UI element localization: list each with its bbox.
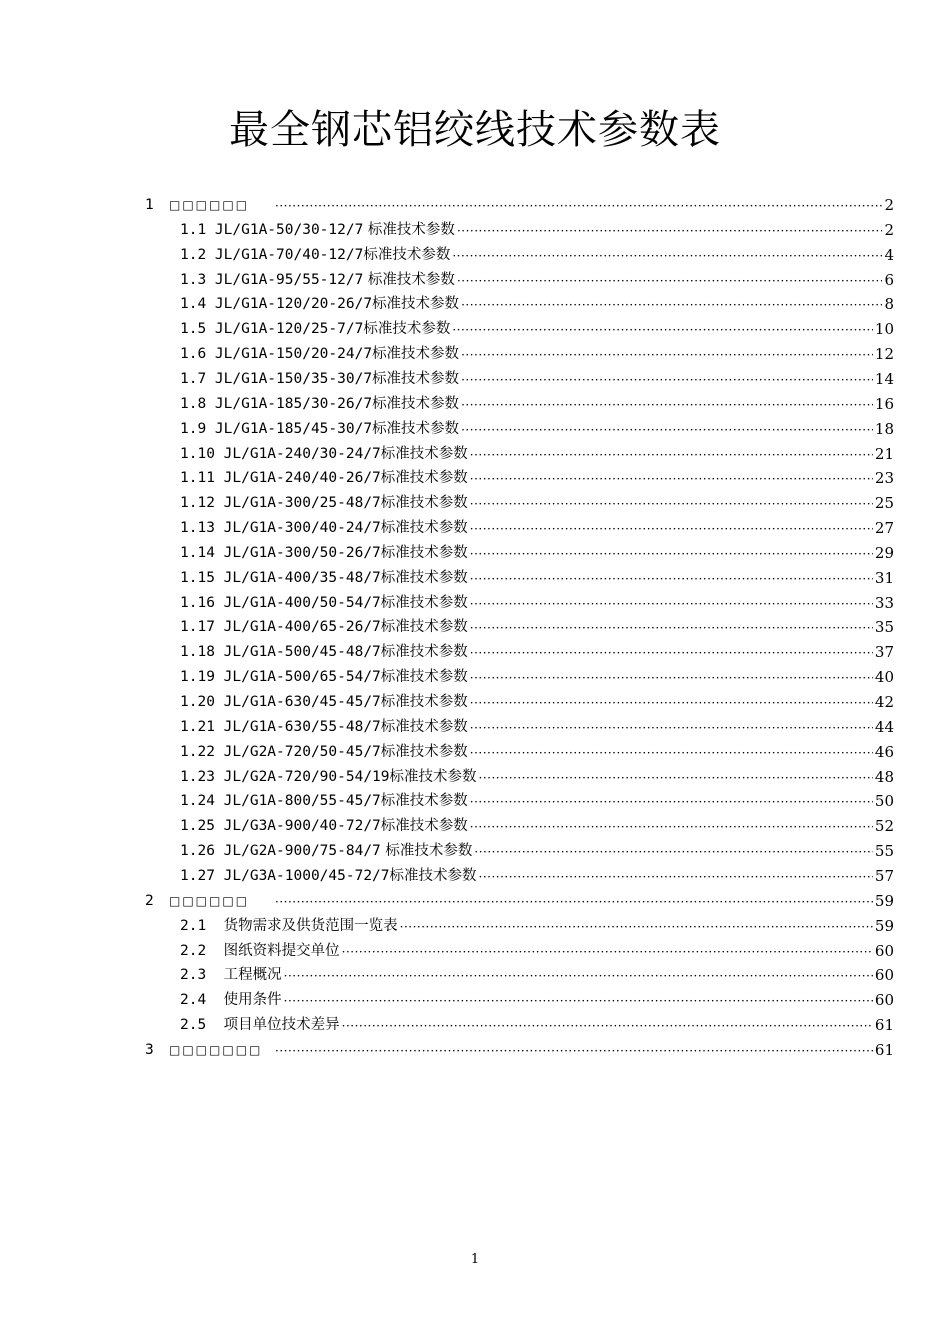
toc-entry-title: 标准技术参数 <box>372 346 460 363</box>
toc-entry-number: 1 <box>145 197 154 213</box>
toc-entry-title: 标准技术参数 <box>363 321 451 338</box>
toc-dot-leader <box>470 794 873 810</box>
toc-entry-model-code: JL/G1A-50/30-12/7 <box>214 221 364 238</box>
toc-entry-page: 14 <box>874 369 894 388</box>
toc-entry-model-code: JL/G2A-720/50-45/7 <box>223 743 381 760</box>
toc-subsection-entry[interactable] <box>180 515 894 537</box>
toc-subsection-entry[interactable] <box>180 590 894 612</box>
toc-entry-page: 59 <box>874 916 894 935</box>
toc-subsection-entry[interactable] <box>180 739 894 761</box>
toc-entry-number: 1.1 <box>180 221 215 238</box>
toc-entry-number: 1.14 <box>180 544 224 561</box>
toc-entry-model-code: JL/G1A-300/40-24/7 <box>223 520 381 537</box>
toc-entry-page: 61 <box>874 1040 894 1059</box>
toc-subsection-entry[interactable] <box>180 465 894 487</box>
toc-dot-leader <box>461 422 873 438</box>
toc-entry-number: 1.15 <box>180 569 224 586</box>
toc-entry-page: 61 <box>874 1016 894 1035</box>
toc-subsection-entry[interactable] <box>180 316 894 338</box>
toc-entry-title: 标准技术参数 <box>380 495 468 512</box>
toc-subsection-entry[interactable] <box>180 863 894 885</box>
toc-entry-title: □□□□□□□ <box>169 1042 263 1057</box>
toc-dot-leader <box>470 720 873 736</box>
toc-entry-number: 2.4 <box>180 992 224 1009</box>
toc-dot-leader <box>470 596 873 612</box>
toc-entry-title: 货物需求及供货范围一览表 <box>223 917 398 934</box>
toc-entry-model-code: JL/G1A-800/55-45/7 <box>223 793 381 810</box>
toc-entry-title: 标准技术参数 <box>380 843 473 860</box>
toc-entry-model-code: JL/G1A-630/45-45/7 <box>223 694 381 710</box>
toc-dot-leader <box>452 322 873 338</box>
toc-entry-model-code: JL/G2A-720/90-54/19 <box>223 768 390 785</box>
toc-entry-title: 标准技术参数 <box>380 445 468 462</box>
toc-subsection-entry[interactable] <box>180 962 894 984</box>
toc-entry-title: 标准技术参数 <box>363 246 451 263</box>
document-title: 最全钢芯铝绞线技术参数表 <box>229 107 721 153</box>
toc-subsection-entry[interactable] <box>180 664 894 686</box>
toc-subsection-entry[interactable] <box>180 565 894 587</box>
toc-entry-model-code: JL/G1A-300/25-48/7 <box>223 495 381 512</box>
toc-entry-number: 1.7 <box>180 370 215 387</box>
toc-entry-title: 图纸资料提交单位 <box>223 942 340 959</box>
toc-entry-page: 52 <box>874 817 894 836</box>
toc-entry-number: 2.3 <box>180 967 224 984</box>
toc-entry-page: 59 <box>874 891 894 910</box>
toc-entry-page: 18 <box>874 419 894 438</box>
toc-entry-title: 标准技术参数 <box>380 520 468 537</box>
toc-entry-model-code: JL/G1A-95/55-12/7 <box>214 271 364 288</box>
toc-subsection-entry[interactable] <box>180 416 894 438</box>
toc-dot-leader <box>275 1043 873 1059</box>
toc-dot-leader <box>461 347 873 363</box>
toc-dot-leader <box>470 745 873 761</box>
toc-entry-page: 25 <box>874 494 894 513</box>
toc-dot-leader <box>284 968 873 984</box>
toc-dot-leader <box>470 695 873 711</box>
toc-entry-number: 1.3 <box>180 271 215 288</box>
toc-subsection-entry[interactable] <box>180 938 894 960</box>
toc-entry-page: 42 <box>874 693 894 711</box>
toc-dot-leader <box>470 670 873 686</box>
toc-entry-number: 1.4 <box>180 296 215 313</box>
toc-dot-leader <box>457 223 883 239</box>
toc-entry-model-code: JL/G1A-500/45-48/7 <box>223 644 381 661</box>
toc-entry-title: 标准技术参数 <box>363 221 455 238</box>
toc-subsection-entry[interactable] <box>180 267 894 289</box>
toc-entry-page: 50 <box>874 792 894 811</box>
toc-entry-number: 2.1 <box>180 917 224 934</box>
toc-entry-model-code: JL/G2A-900/75-84/7 <box>223 843 381 860</box>
toc-entry-model-code: JL/G1A-150/35-30/7 <box>214 370 373 387</box>
page-number: 1 <box>470 1252 480 1267</box>
toc-entry-number: 1.20 <box>180 694 224 710</box>
toc-entry-number: 1.5 <box>180 321 215 338</box>
toc-entry-model-code: JL/G1A-150/20-24/7 <box>214 346 373 363</box>
toc-entry-title: 标准技术参数 <box>380 594 468 611</box>
toc-entry-page: 10 <box>874 320 894 339</box>
toc-entry-page: 33 <box>874 593 894 612</box>
toc-entry-number: 1.6 <box>180 346 215 363</box>
toc-entry-title: 标准技术参数 <box>380 793 468 810</box>
toc-entry-number: 1.12 <box>180 495 224 512</box>
toc-entry-model-code: JL/G3A-900/40-72/7 <box>223 818 381 835</box>
toc-entry-page: 55 <box>874 842 894 861</box>
toc-entry-title: 标准技术参数 <box>380 669 468 686</box>
toc-subsection-entry[interactable] <box>180 913 894 935</box>
toc-subsection-entry[interactable] <box>180 714 894 736</box>
toc-dot-leader <box>275 894 873 910</box>
toc-entry-number: 1.27 <box>180 867 224 884</box>
toc-entry-title: 标准技术参数 <box>380 619 468 636</box>
toc-entry-title: 标准技术参数 <box>380 718 468 735</box>
toc-entry-title: 标准技术参数 <box>372 395 460 412</box>
toc-entry-page: 40 <box>874 668 894 687</box>
toc-entry-page: 60 <box>874 941 894 960</box>
toc-subsection-entry[interactable] <box>180 614 894 636</box>
toc-dot-leader <box>275 198 882 214</box>
toc-entry-number: 1.9 <box>180 420 215 437</box>
toc-subsection-entry[interactable] <box>180 540 894 562</box>
toc-subsection-entry[interactable] <box>180 366 894 388</box>
toc-dot-leader <box>457 273 883 289</box>
toc-dot-leader <box>470 819 873 835</box>
toc-dot-leader <box>461 297 882 313</box>
toc-entry-page: 27 <box>874 519 894 538</box>
toc-entry-number: 1.18 <box>180 644 224 661</box>
toc-dot-leader <box>470 521 873 537</box>
toc-dot-leader <box>342 944 873 960</box>
toc-dot-leader <box>342 1018 873 1034</box>
toc-entry-title: 标准技术参数 <box>363 271 455 288</box>
toc-entry-model-code: JL/G1A-185/45-30/7 <box>214 420 373 437</box>
toc-entry-model-code: JL/G1A-240/40-26/7 <box>223 470 381 487</box>
toc-subsection-entry[interactable] <box>180 764 894 786</box>
toc-subsection-entry[interactable] <box>180 838 894 860</box>
toc-entry-title: 标准技术参数 <box>380 694 468 710</box>
toc-subsection-entry[interactable] <box>180 689 894 711</box>
toc-entry-title: 标准技术参数 <box>389 768 477 785</box>
toc-entry-number: 1.17 <box>180 619 224 636</box>
toc-entry-page: 2 <box>884 196 894 214</box>
toc-entry-model-code: JL/G1A-185/30-26/7 <box>214 395 373 412</box>
toc-subsection-entry[interactable] <box>180 987 894 1009</box>
toc-dot-leader <box>479 869 873 885</box>
toc-entry-model-code: JL/G1A-400/35-48/7 <box>223 569 381 586</box>
toc-section-entry[interactable] <box>145 1037 894 1059</box>
toc-subsection-entry[interactable] <box>180 291 894 313</box>
toc-entry-number: 1.8 <box>180 395 215 412</box>
toc-entry-page: 35 <box>874 618 894 637</box>
toc-subsection-entry[interactable] <box>180 788 894 810</box>
toc-entry-page: 60 <box>874 991 894 1010</box>
toc-entry-number: 1.16 <box>180 594 224 611</box>
toc-subsection-entry[interactable] <box>180 813 894 835</box>
toc-entry-page: 12 <box>874 345 894 364</box>
toc-entry-number: 1.22 <box>180 743 224 760</box>
toc-entry-number: 1.10 <box>180 445 224 462</box>
toc-entry-number: 3 <box>145 1041 154 1058</box>
toc-dot-leader <box>470 546 873 562</box>
toc-dot-leader <box>461 372 873 388</box>
toc-entry-number: 1.24 <box>180 793 224 810</box>
toc-dot-leader <box>470 571 873 587</box>
toc-entry-page: 60 <box>874 966 894 985</box>
toc-entry-title: 标准技术参数 <box>372 420 460 437</box>
toc-entry-title: 标准技术参数 <box>372 370 460 387</box>
toc-dot-leader <box>470 645 873 661</box>
toc-entry-page: 44 <box>874 717 894 736</box>
toc-entry-page: 2 <box>884 220 894 239</box>
toc-entry-number: 1.2 <box>180 246 215 263</box>
toc-entry-number: 1.21 <box>180 718 224 735</box>
toc-entry-model-code: JL/G1A-70/40-12/7 <box>214 246 364 263</box>
toc-entry-page: 16 <box>874 394 894 413</box>
toc-dot-leader <box>474 844 873 860</box>
toc-subsection-entry[interactable] <box>180 441 894 463</box>
toc-entry-page: 37 <box>874 643 894 662</box>
toc-entry-title: 工程概况 <box>223 967 282 984</box>
toc-entry-page: 23 <box>874 469 894 488</box>
toc-entry-page: 21 <box>874 444 894 463</box>
toc-entry-title: 标准技术参数 <box>389 867 477 884</box>
toc-entry-model-code: JL/G1A-630/55-48/7 <box>223 718 381 735</box>
toc-entry-page: 4 <box>884 245 894 264</box>
toc-dot-leader <box>461 397 873 413</box>
toc-subsection-entry[interactable] <box>180 217 894 239</box>
toc-entry-number: 1.11 <box>180 470 224 487</box>
toc-entry-title: □□□□□□ <box>169 198 250 212</box>
toc-entry-title: 标准技术参数 <box>372 296 460 313</box>
toc-entry-page: 48 <box>874 767 894 786</box>
toc-subsection-entry[interactable] <box>180 242 894 264</box>
toc-subsection-entry[interactable] <box>180 391 894 413</box>
toc-entry-page: 46 <box>874 742 894 761</box>
toc-dot-leader <box>470 471 873 487</box>
toc-entry-title: 标准技术参数 <box>380 569 468 586</box>
toc-entry-number: 1.25 <box>180 818 224 835</box>
toc-entry-number: 1.26 <box>180 843 224 860</box>
toc-dot-leader <box>470 447 873 463</box>
toc-entry-model-code: JL/G1A-120/20-26/7 <box>214 296 373 313</box>
toc-entry-number: 2 <box>145 892 154 909</box>
toc-entry-page: 8 <box>884 295 894 314</box>
toc-entry-model-code: JL/G1A-240/30-24/7 <box>223 445 381 462</box>
toc-entry-model-code: JL/G1A-120/25-7/7 <box>214 321 364 338</box>
toc-entry-number: 2.5 <box>180 1017 224 1034</box>
toc-entry-number: 1.19 <box>180 669 224 686</box>
toc-entry-model-code: JL/G1A-400/50-54/7 <box>223 594 381 611</box>
toc-entry-title: 项目单位技术差异 <box>223 1017 340 1034</box>
toc-section-entry[interactable] <box>145 888 894 910</box>
toc-subsection-entry[interactable] <box>180 341 894 363</box>
toc-entry-page: 57 <box>874 866 894 885</box>
toc-entry-model-code: JL/G1A-300/50-26/7 <box>223 544 381 561</box>
toc-dot-leader <box>470 620 873 636</box>
toc-section-entry[interactable] <box>145 192 894 214</box>
toc-entry-model-code: JL/G1A-400/65-26/7 <box>223 619 381 636</box>
toc-entry-model-code: JL/G3A-1000/45-72/7 <box>223 867 390 884</box>
toc-entry-number: 2.2 <box>180 942 224 959</box>
toc-subsection-entry[interactable] <box>180 490 894 512</box>
toc-dot-leader <box>284 993 873 1009</box>
toc-entry-title: 使用条件 <box>223 992 282 1009</box>
toc-entry-page: 29 <box>874 543 894 562</box>
toc-entry-number: 1.13 <box>180 520 224 537</box>
toc-entry-title: 标准技术参数 <box>380 544 468 561</box>
toc-entry-number: 1.23 <box>180 768 224 785</box>
toc-dot-leader <box>400 919 873 935</box>
toc-entry-title: 标准技术参数 <box>380 644 468 661</box>
toc-entry-title: 标准技术参数 <box>380 818 468 835</box>
toc-entry-page: 6 <box>884 270 894 289</box>
toc-subsection-entry[interactable] <box>180 639 894 661</box>
toc-dot-leader <box>470 496 873 512</box>
toc-dot-leader <box>479 770 873 786</box>
toc-entry-title: 标准技术参数 <box>380 743 468 760</box>
toc-entry-page: 31 <box>874 568 894 587</box>
toc-dot-leader <box>452 248 882 264</box>
toc-entry-title: 标准技术参数 <box>380 470 468 487</box>
toc-entry-title: □□□□□□ <box>169 893 250 908</box>
toc-subsection-entry[interactable] <box>180 1012 894 1034</box>
toc-entry-model-code: JL/G1A-500/65-54/7 <box>223 669 381 686</box>
